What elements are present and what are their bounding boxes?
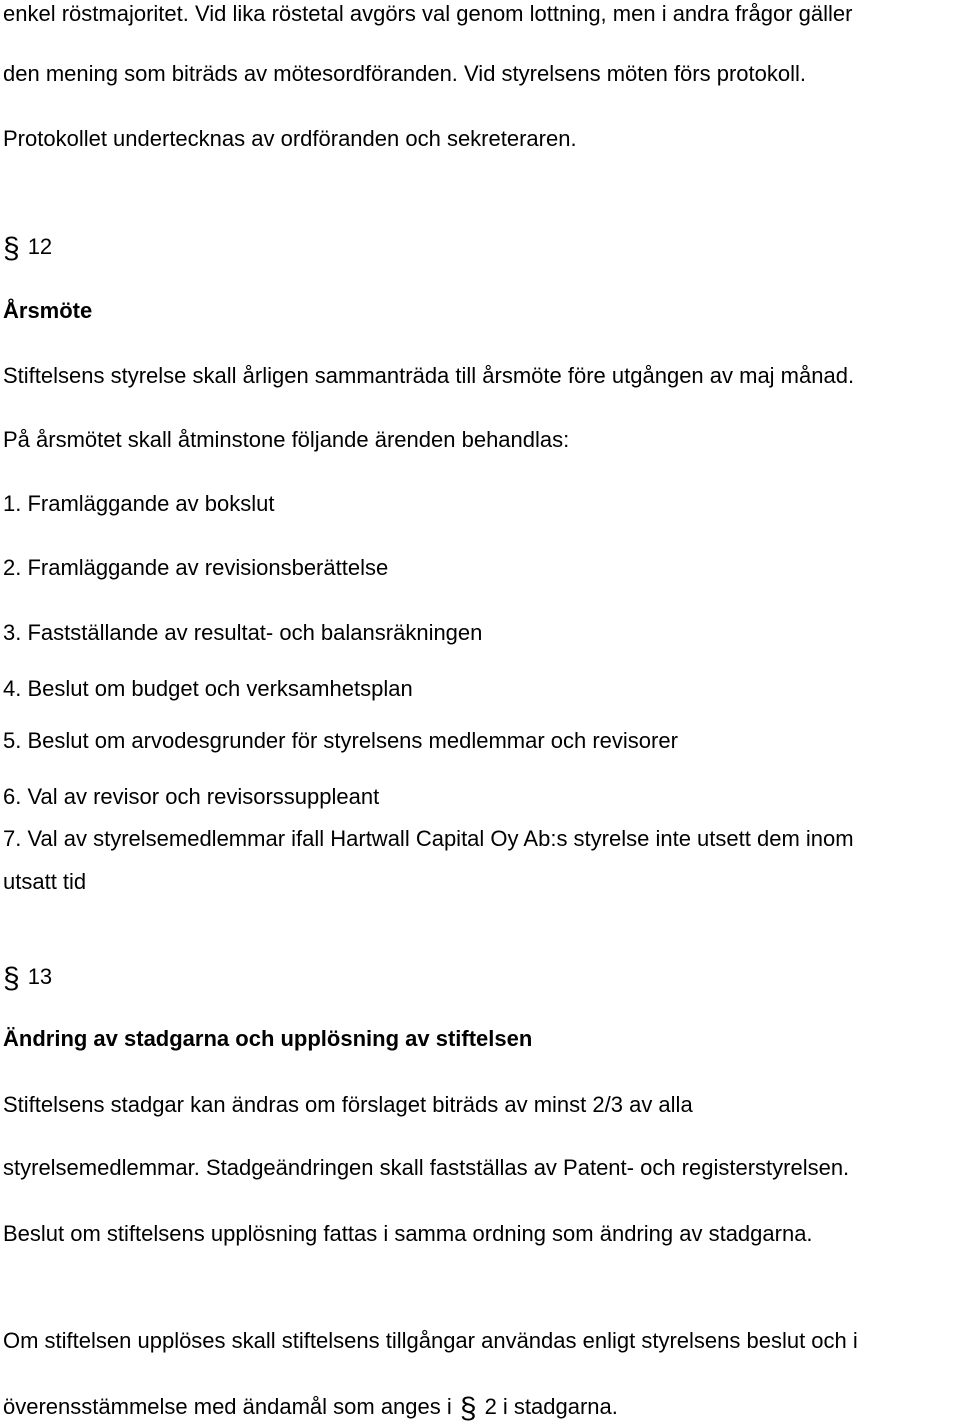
agenda-item-7: 7. Val av styrelsemedlemmar ifall Hartwall Capital Oy Ab:s styrelse inte utsett dem inom: [3, 826, 854, 851]
agenda-item-1: 1. Framläggande av bokslut: [3, 491, 275, 516]
section-number: 13: [27, 964, 53, 989]
section-13-line-4: Om stiftelsen upplöses skall stiftelsens tillgångar användas enligt styrelsens beslut och i: [3, 1328, 858, 1353]
section-13-line-5: [3, 1394, 618, 1424]
section-sign-icon: §: [3, 232, 20, 265]
agenda-item-7-continued: utsatt tid: [3, 869, 87, 894]
agenda-item-4: 4. Beslut om budget och verksamhetsplan: [3, 676, 413, 701]
section-sign-icon: §: [3, 962, 20, 995]
section-13-marker: [3, 964, 52, 994]
section-13-line-2: styrelsemedlemmar. Stadgeändringen skall fastställas av Patent- och registerstyrelsen.: [3, 1155, 850, 1180]
agenda-item-2: 2. Framläggande av revisionsberättelse: [3, 555, 389, 580]
intro-line-2: den mening som biträds av mötesordföranden. Vid styrelsens möten förs protokoll.: [3, 61, 806, 86]
last-line-suffix: 2 i stadgarna.: [484, 1394, 618, 1419]
intro-line-3: Protokollet undertecknas av ordföranden och sekreteraren.: [3, 126, 577, 151]
section-12-paragraph-1: Stiftelsens styrelse skall årligen sammanträda till årsmöte före utgången av maj månad.: [3, 363, 855, 388]
agenda-item-5: 5. Beslut om arvodesgrunder för styrelsens medlemmar och revisorer: [3, 728, 678, 753]
section-12-paragraph-2: På årsmötet skall åtminstone följande ärenden behandlas:: [3, 427, 570, 452]
intro-line-1: enkel röstmajoritet. Vid lika röstetal avgörs val genom lottning, men i andra frågor gäller: [3, 1, 853, 26]
section-13-line-3: Beslut om stiftelsens upplösning fattas i samma ordning som ändring av stadgarna.: [3, 1221, 813, 1246]
agenda-item-3: 3. Fastställande av resultat- och balansräkningen: [3, 620, 483, 645]
section-12-marker: [3, 234, 52, 264]
section-number: 12: [27, 234, 53, 259]
section-13-heading: Ändring av stadgarna och upplösning av stiftelsen: [3, 1026, 533, 1051]
last-line-prefix: överensstämmelse med ändamål som anges i: [3, 1394, 452, 1419]
section-13-line-1: Stiftelsens stadgar kan ändras om förslaget biträds av minst 2/3 av alla: [3, 1092, 693, 1117]
section-12-heading: Årsmöte: [3, 298, 93, 323]
section-sign-icon: §: [459, 1392, 477, 1425]
agenda-item-6: 6. Val av revisor och revisorssuppleant: [3, 784, 380, 809]
